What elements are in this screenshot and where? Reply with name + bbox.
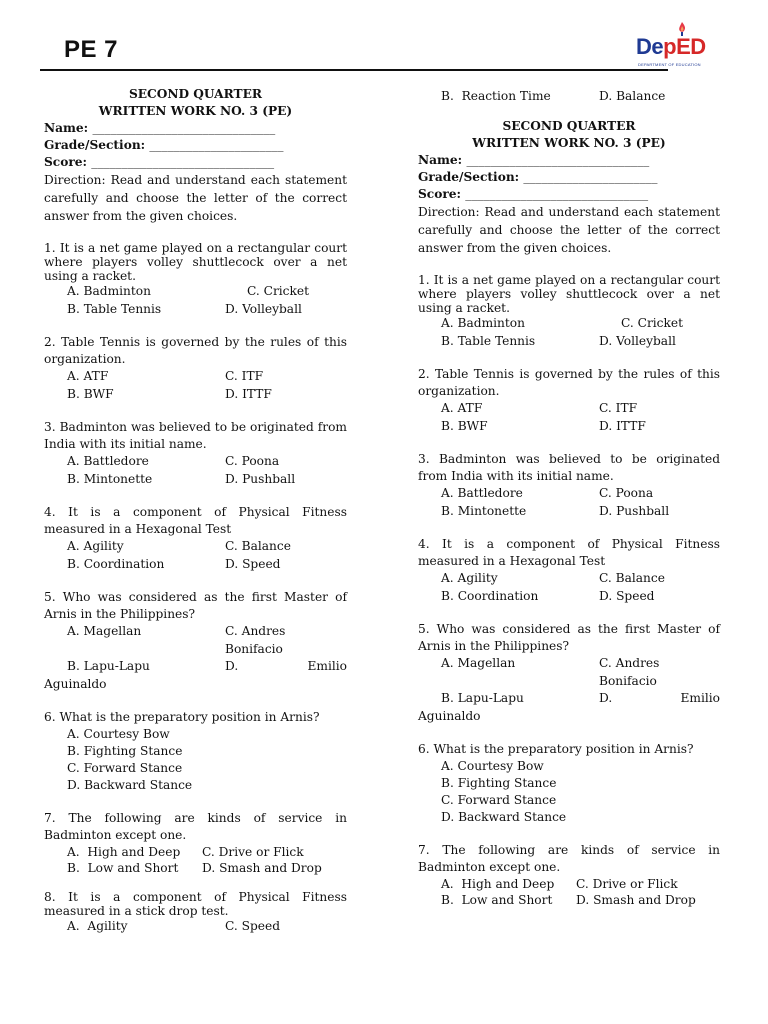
question-2 [44, 334, 347, 403]
question-8 [44, 890, 347, 934]
question-1 [44, 241, 347, 318]
question-stem: 2. Table Tennis is governed by the rules of this organization. [44, 335, 347, 366]
logo-wordmark: DepED [636, 34, 706, 59]
option-a: A. High and Deep [441, 877, 555, 891]
question-stem: 6. What is the preparatory position in Arnis? [418, 742, 694, 756]
option-b: B. Coordination [441, 588, 539, 603]
option-a: A. Agility [67, 539, 124, 553]
quarter-heading: SECOND QUARTER [128, 87, 263, 101]
option-d: D. Speed [599, 588, 655, 603]
option-b: B. Low and Short [67, 861, 179, 875]
question-stem: 1. It is a net game played on a rectangular court where players volley shuttlecock over a net using a racket. [44, 241, 347, 283]
option-a: A. Battledore [67, 454, 149, 468]
question-7 [44, 810, 347, 876]
option-a: A. ATF [67, 369, 109, 383]
option-b: B. Mintonette [67, 471, 153, 486]
option-c: C. Balance [225, 539, 291, 553]
option-a: A. Agility [67, 919, 128, 933]
option-d-wrap: Aguinaldo [44, 676, 107, 691]
option-b: B. Table Tennis [441, 333, 536, 348]
option-b: B. Table Tennis [67, 301, 162, 316]
deped-logo [636, 22, 722, 72]
quiz-column-right [418, 88, 720, 908]
question-stem: 6. What is the preparatory position in Arnis? [44, 710, 320, 724]
option-c: C. Poona [599, 486, 654, 500]
quiz-column-left [44, 86, 347, 934]
option-a: A. Badminton [67, 284, 151, 298]
option-d: D. Balance [599, 89, 666, 103]
option-d-label: D. [599, 691, 613, 705]
option-c: C. Andres Bonifacio [599, 656, 660, 688]
question-3 [418, 451, 720, 520]
question-stem: 7. The following are kinds of service in Badminton except one. [44, 811, 347, 842]
question-7 [418, 842, 720, 908]
option-a: A. Magellan [441, 656, 516, 670]
question-stem: 5. Who was considered as the first Master of Arnis in the Philippines? [44, 590, 347, 621]
question-3 [44, 419, 347, 488]
question-1 [418, 273, 720, 350]
option-d: D. Pushball [599, 503, 670, 518]
question-4 [418, 536, 720, 605]
option-d-text: Emilio [307, 659, 347, 673]
score-field: Score: ______________________________ [418, 187, 649, 201]
option-a: A. High and Deep [67, 845, 181, 859]
question-stem: 5. Who was considered as the first Master of Arnis in the Philippines? [418, 622, 720, 653]
question-5 [44, 589, 347, 693]
carryover-options [418, 88, 720, 105]
question-stem: 3. Badminton was believed to be originated from India with its initial name. [44, 420, 347, 451]
option-b: B. Lapu-Lapu [441, 691, 524, 705]
question-stem: 4. It is a component of Physical Fitness measured in a Hexagonal Test [418, 537, 720, 568]
option-d: D. Smash and Drop [576, 893, 696, 907]
grade-section-field: Grade/Section: ______________________ [418, 170, 658, 184]
option-c: C. Speed [225, 919, 281, 933]
option-c: C. Poona [225, 454, 280, 468]
option-c: C. Drive or Flick [576, 877, 678, 891]
option-d: D. Volleyball [225, 301, 302, 316]
option-d: D. ITTF [599, 418, 646, 433]
question-stem: 8. It is a component of Physical Fitness measured in a stick drop test. [44, 890, 347, 918]
option-d: D. Backward Stance [441, 810, 567, 824]
name-field: Name: ______________________________ [44, 121, 276, 135]
option-d-wrap: Aguinaldo [418, 708, 481, 723]
question-5 [418, 621, 720, 725]
option-b: B. Reaction Time [441, 89, 551, 103]
option-a: A. ATF [441, 401, 483, 415]
option-d: D. Pushball [225, 471, 296, 486]
option-a: A. Courtesy Bow [441, 759, 544, 773]
name-field: Name: ______________________________ [418, 153, 650, 167]
option-d: D. Backward Stance [67, 778, 193, 792]
option-b: B. Fighting Stance [441, 776, 557, 790]
question-4 [44, 504, 347, 573]
option-c: C. Forward Stance [441, 793, 557, 807]
grade-section-field: Grade/Section: ______________________ [44, 138, 284, 152]
option-b: B. Lapu-Lapu [67, 659, 150, 673]
question-stem: 7. The following are kinds of service in Badminton except one. [418, 843, 720, 874]
option-d-label: D. [225, 659, 239, 673]
question-stem: 1. It is a net game played on a rectangular court where players volley shuttlecock over a net using a racket. [418, 273, 720, 315]
question-6 [44, 709, 347, 794]
option-c: C. ITF [225, 369, 264, 383]
option-c: C. Cricket [621, 316, 684, 330]
quarter-heading: SECOND QUARTER [502, 119, 636, 133]
option-b: B. BWF [67, 386, 114, 401]
option-a: A. Magellan [67, 624, 142, 638]
option-d: D. Smash and Drop [202, 861, 322, 875]
written-work-heading: WRITTEN WORK NO. 3 (PE) [472, 136, 666, 150]
option-d-text: Emilio [680, 691, 720, 705]
option-c: C. Andres Bonifacio [225, 624, 286, 656]
header-rule [40, 69, 668, 71]
option-b: B. Low and Short [441, 893, 553, 907]
question-stem: 2. Table Tennis is governed by the rules of this organization. [418, 367, 720, 398]
option-a: A. Battledore [441, 486, 523, 500]
option-c: C. Drive or Flick [202, 845, 304, 859]
page-subject-title: PE 7 [64, 36, 119, 63]
option-d: D. Volleyball [599, 333, 676, 348]
option-c: C. Cricket [247, 284, 310, 298]
option-c: C. Balance [599, 571, 665, 585]
option-d: D. ITTF [225, 386, 272, 401]
direction-text: Direction: Read and understand each statement carefully and choose the letter of the correct answer from the given choices. [44, 173, 347, 223]
option-a: A. Badminton [441, 316, 525, 330]
score-field: Score: ______________________________ [44, 155, 275, 169]
option-b: B. Fighting Stance [67, 744, 183, 758]
option-a: A. Courtesy Bow [67, 727, 170, 741]
question-6 [418, 741, 720, 826]
option-a: A. Agility [441, 571, 498, 585]
option-b: B. BWF [441, 418, 488, 433]
option-c: C. ITF [599, 401, 638, 415]
written-work-heading: WRITTEN WORK NO. 3 (PE) [98, 104, 293, 118]
direction-text: Direction: Read and understand each statement carefully and choose the letter of the correct answer from the given choices. [418, 205, 720, 255]
option-b: B. Coordination [67, 556, 165, 571]
question-stem: 3. Badminton was believed to be originated from India with its initial name. [418, 452, 720, 483]
question-stem: 4. It is a component of Physical Fitness measured in a Hexagonal Test [44, 505, 347, 536]
option-b: B. Mintonette [441, 503, 527, 518]
option-c: C. Forward Stance [67, 761, 183, 775]
question-2 [418, 366, 720, 435]
option-d: D. Speed [225, 556, 281, 571]
logo-subtitle: DEPARTMENT OF EDUCATION [638, 62, 701, 67]
